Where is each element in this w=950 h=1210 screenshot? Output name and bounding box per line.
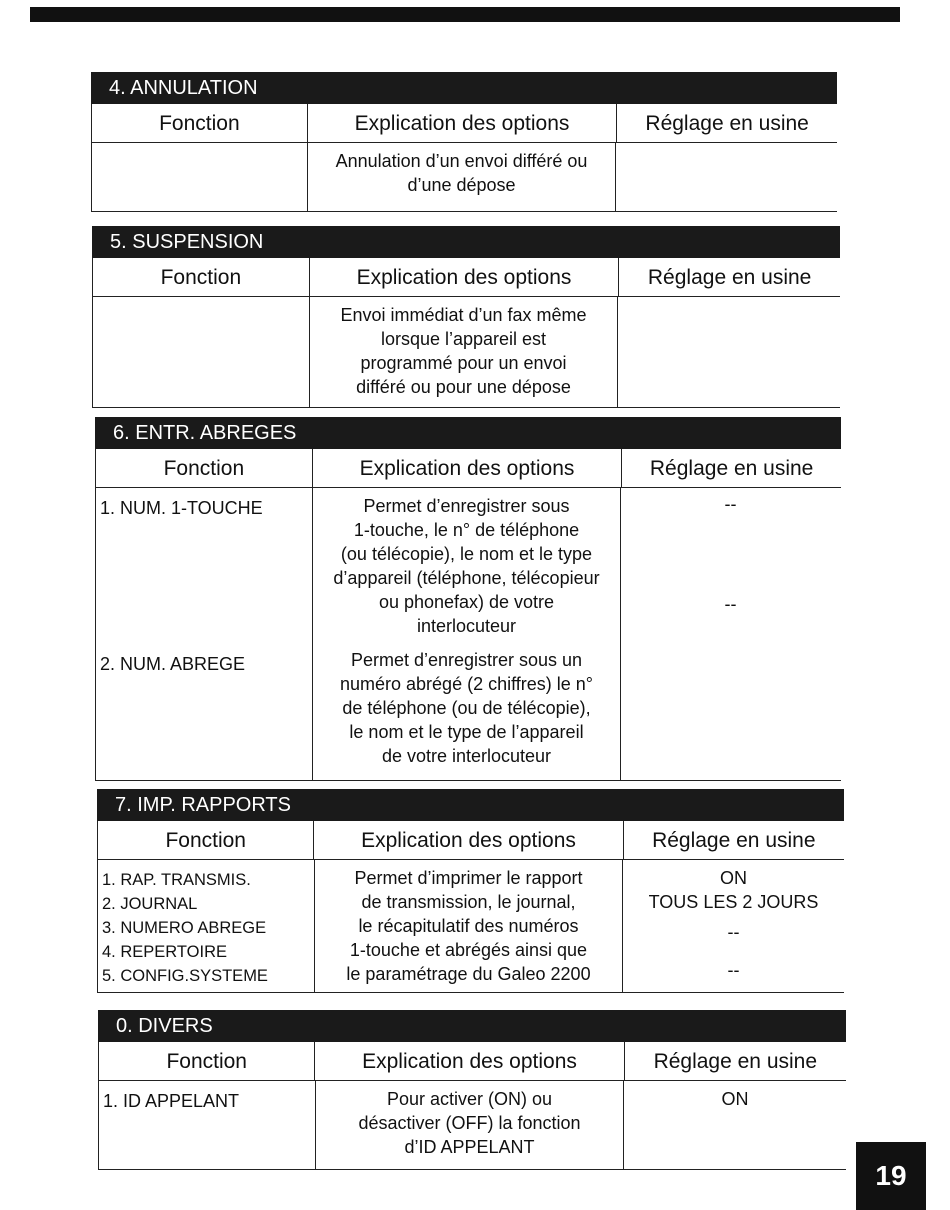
header-reglage: Réglage en usine [647,266,812,289]
fonction-cell [93,297,309,407]
reglage-value: -- [724,494,737,514]
section-title: 0. DIVERS [98,1010,846,1042]
section-body [92,143,837,211]
header-reglage: Réglage en usine [645,112,809,135]
column-headers [93,258,840,297]
column-headers [98,821,844,860]
header-explication: Explication des options [307,104,618,142]
section-table [95,449,841,781]
explication-line: d’appareil (téléphone, télécopieur [333,568,600,588]
header-explication: Explication des options [314,1042,624,1080]
explication-line: ou phonefax) de votre [378,592,555,612]
explication-line: numéro abrégé (2 chiffres) le n° [340,674,593,694]
section-table [92,258,840,408]
section-title: 5. SUSPENSION [92,226,840,258]
explication-line: 1-touche et abrégés ainsi que [349,940,588,960]
header-reglage: Réglage en usine [653,1050,818,1073]
header-fonction: Fonction [165,829,246,852]
explication-line: programmé pour un envoi [360,353,567,373]
explication-line: interlocuteur [416,616,517,636]
function-item: 3. NUMERO ABREGE [102,919,267,937]
header-explication: Explication des options [309,258,620,296]
explication-line: le nom et le type de l’appareil [349,722,584,742]
column-headers [92,104,837,143]
reglage-value: -- [724,594,737,614]
section-body [98,860,844,992]
section-entr-abreges [95,417,841,781]
fonction-cell [98,860,314,992]
reglage-value: -- [727,960,740,980]
section-annulation [91,72,837,212]
page-number: 19 [856,1142,926,1210]
explication-line: d’une dépose [407,175,516,195]
explication-line: Permet d’enregistrer sous un [350,650,583,670]
explication-line: Pour activer (ON) ou [386,1089,553,1109]
header-fonction: Fonction [163,457,245,480]
header-reglage: Réglage en usine [649,457,814,480]
section-title: 6. ENTR. ABREGES [95,417,841,449]
explication-cell [315,1081,624,1169]
section-table [97,821,844,993]
header-explication: Explication des options [312,449,623,487]
reglage-cell [618,297,839,407]
function-item: 1. NUM. 1-TOUCHE [100,498,263,518]
section-title: 4. ANNULATION [91,72,837,104]
explication-line: Envoi immédiat d’un fax même [340,305,587,325]
fonction-cell [99,1081,315,1169]
reglage-value: ON [721,1089,749,1109]
explication-line: (ou télécopie), le nom et le type [340,544,593,564]
function-item: 4. REPERTOIRE [102,943,228,961]
section-body [99,1081,846,1169]
function-item: 2. JOURNAL [102,895,198,913]
reglage-cell [623,860,844,992]
header-fonction: Fonction [166,1050,247,1073]
section-body [96,488,841,780]
explication-cell [309,297,618,407]
reglage-value: -- [727,922,740,942]
explication-line: de téléphone (ou de télécopie), [342,698,591,718]
section-suspension [92,226,840,408]
reglage-value: ON [720,868,747,888]
explication-line: de transmission, le journal, [361,892,576,912]
header-fonction: Fonction [159,112,240,135]
reglage-value: TOUS LES 2 JOURS [648,892,819,912]
explication-line: de votre interlocuteur [381,746,552,766]
fonction-cell [92,143,307,211]
section-divers [98,1010,846,1170]
explication-line: Permet d’imprimer le rapport [354,868,583,888]
fonction-cell [96,488,312,780]
reglage-cell [624,1081,846,1169]
function-item: 1. RAP. TRANSMIS. [102,871,251,889]
section-title: 7. IMP. RAPPORTS [97,789,844,821]
explication-cell [307,143,616,211]
explication-line: lorsque l’appareil est [380,329,547,349]
explication-line: Permet d’enregistrer sous [363,496,570,516]
section-imp-rapports [97,789,844,993]
explication-line: Annulation d’un envoi différé ou [335,151,588,171]
explication-line: différé ou pour une dépose [356,377,571,397]
explication-cell [314,860,623,992]
function-item: 5. CONFIG.SYSTEME [102,967,268,985]
explication-line: le paramétrage du Galeo 2200 [346,964,591,984]
function-item: 2. NUM. ABREGE [100,654,246,674]
function-item: 1. ID APPELANT [103,1091,240,1111]
explication-line: 1-touche, le n° de téléphone [353,520,580,540]
section-table [98,1042,846,1170]
header-explication: Explication des options [313,821,623,859]
reglage-cell [621,488,840,780]
reglage-cell [616,143,836,211]
column-headers [96,449,841,488]
explication-cell [312,488,621,780]
top-rule [30,7,900,22]
explication-line: d’ID APPELANT [404,1137,535,1157]
header-fonction: Fonction [160,266,242,289]
column-headers [99,1042,846,1081]
section-body [93,297,840,407]
explication-line: le récapitulatif des numéros [358,916,579,936]
section-table [91,104,837,212]
explication-line: désactiver (OFF) la fonction [358,1113,581,1133]
header-reglage: Réglage en usine [652,829,816,852]
